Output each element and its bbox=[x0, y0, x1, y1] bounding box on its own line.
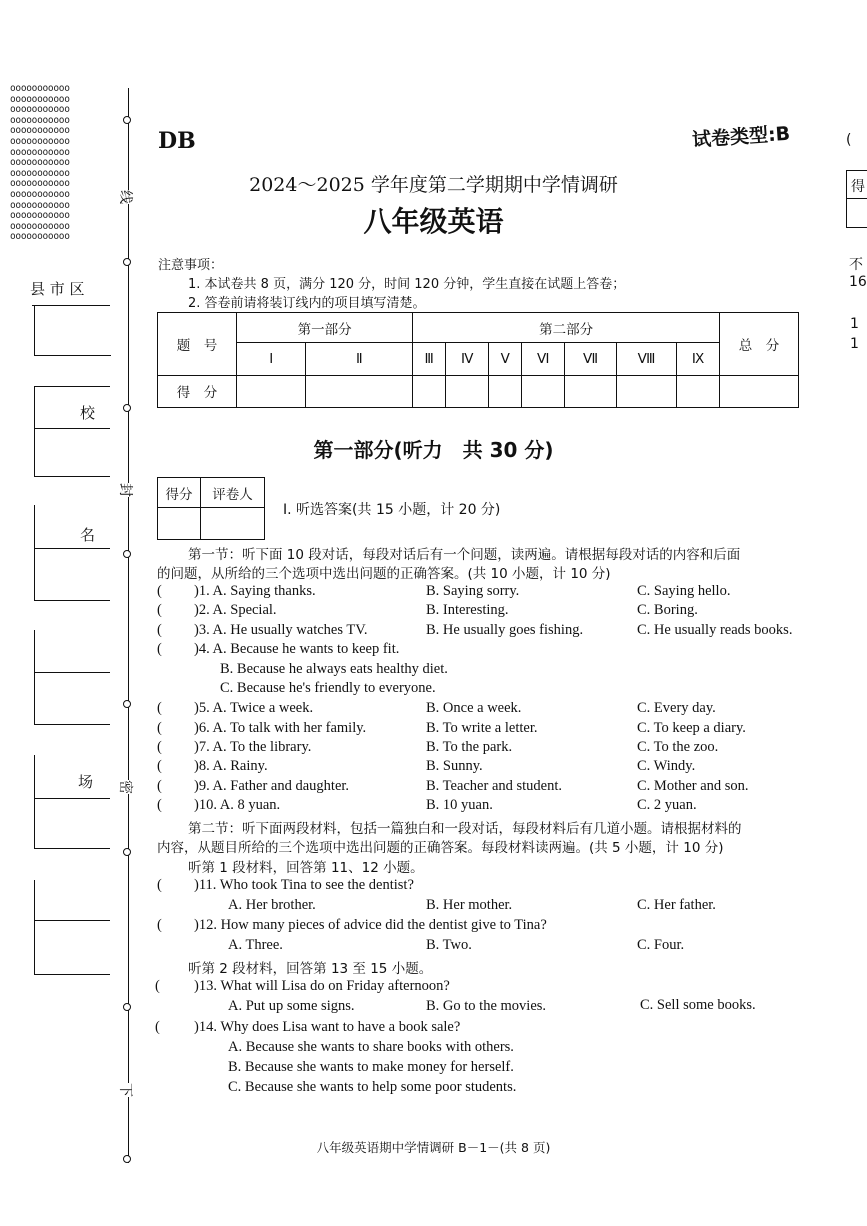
q14-option-a: A. Because she wants to share books with others. bbox=[228, 1039, 514, 1055]
section2-intro: 第二节：听下面两段材料，包括一篇独白和一段对话，每段材料后有几道小题。请根据材料的 bbox=[188, 821, 742, 837]
divider bbox=[34, 505, 35, 600]
q14-option-b: B. Because she wants to make money for herself. bbox=[228, 1059, 514, 1075]
question-7-option-b: B. To the park. bbox=[426, 739, 513, 755]
question-2-option-a: )2. A. Special. bbox=[194, 602, 277, 618]
col-2: Ⅱ bbox=[306, 343, 413, 375]
question-7-option-a: )7. A. To the library. bbox=[194, 739, 312, 755]
q11-option-c: C. Her father. bbox=[637, 897, 716, 913]
binding-char-secret: 密 bbox=[114, 780, 138, 794]
col-1: Ⅰ bbox=[237, 343, 306, 375]
divider bbox=[34, 428, 110, 429]
binding-circle bbox=[123, 550, 131, 558]
section2-intro-cont: 内容，从题目所给的三个选项中选出问题的正确答案。每段材料读两遍。(共 5 小题，计 10 分) bbox=[157, 840, 724, 856]
divider bbox=[34, 920, 110, 921]
col-7: Ⅶ bbox=[565, 343, 617, 375]
question-9-option-b: B. Teacher and student. bbox=[426, 778, 563, 794]
question-5-option-a: )5. A. Twice a week. bbox=[194, 700, 314, 716]
score-cell[interactable] bbox=[522, 375, 565, 407]
question-3-option-b: B. He usually goes fishing. bbox=[426, 622, 584, 638]
divider bbox=[34, 548, 110, 549]
exam-title: 2024～2025 学年度第二学期期中学情调研 bbox=[249, 174, 618, 196]
score-cell[interactable] bbox=[413, 375, 446, 407]
col-8: Ⅷ bbox=[616, 343, 676, 375]
section1-intro: 第一节：听下面 10 段对话，每段对话后有一个问题，读两遍。请根据每段对话的内容和后面 bbox=[188, 547, 741, 563]
binding-circle bbox=[123, 700, 131, 708]
question-2-option-c: C. Boring. bbox=[637, 602, 698, 618]
divider bbox=[34, 798, 110, 799]
next-page-fragment: 不 bbox=[849, 257, 863, 273]
question-number-header: 题 号 bbox=[158, 313, 237, 376]
answer-paren[interactable]: ( bbox=[157, 583, 162, 599]
question-4-option-c: C. Because he's friendly to everyone. bbox=[220, 680, 436, 696]
score-cell[interactable] bbox=[677, 375, 720, 407]
question-4-option-a: )4. A. Because he wants to keep fit. bbox=[194, 641, 400, 657]
question-7-option-c: C. To the zoo. bbox=[637, 739, 719, 755]
divider bbox=[846, 198, 867, 199]
answer-paren[interactable]: ( bbox=[157, 641, 162, 657]
next-page-fragment: 1 bbox=[850, 336, 859, 352]
q11-option-b: B. Her mother. bbox=[426, 897, 513, 913]
question-10-option-b: B. 10 yuan. bbox=[426, 797, 493, 813]
question-3-option-c: C. He usually reads books. bbox=[637, 622, 793, 638]
question-1-option-b: B. Saying sorry. bbox=[426, 583, 520, 599]
next-page-fragment: 得 bbox=[851, 179, 865, 195]
question-14: )14. Why does Lisa want to have a book sale? bbox=[194, 1019, 461, 1035]
next-page-fragment: 1 bbox=[850, 316, 859, 332]
score-cell[interactable] bbox=[489, 375, 522, 407]
score-cell[interactable] bbox=[446, 375, 489, 407]
part1-header: 第一部分 bbox=[237, 313, 413, 343]
q14-option-c: C. Because she wants to help some poor students. bbox=[228, 1079, 517, 1095]
question-1-option-c: C. Saying hello. bbox=[637, 583, 731, 599]
q11-option-a: A. Her brother. bbox=[228, 897, 316, 913]
part1-title: 第一部分(听力 共 30 分) bbox=[313, 438, 554, 462]
divider bbox=[34, 880, 35, 975]
school-field[interactable] bbox=[34, 476, 110, 477]
question-6-option-a: )6. A. To talk with her family. bbox=[194, 720, 367, 736]
binding-char-seal: 封 bbox=[114, 483, 138, 497]
question-5-option-c: C. Every day. bbox=[637, 700, 716, 716]
question-13: )13. What will Lisa do on Friday afternoon? bbox=[194, 978, 450, 994]
question-11: )11. Who took Tina to see the dentist? bbox=[194, 877, 414, 893]
question-1-option-a: )1. A. Saying thanks. bbox=[194, 583, 316, 599]
score-cell[interactable] bbox=[306, 375, 413, 407]
next-page-fragment: 16 bbox=[849, 274, 867, 290]
question-9-option-c: C. Mother and son. bbox=[637, 778, 749, 794]
score-cell[interactable] bbox=[565, 375, 617, 407]
grader-name-cell[interactable] bbox=[201, 508, 265, 540]
question-5-option-b: B. Once a week. bbox=[426, 700, 522, 716]
question-8-option-c: C. Windy. bbox=[637, 758, 696, 774]
question-10-option-a: )10. A. 8 yuan. bbox=[194, 797, 281, 813]
name-label: 名 bbox=[80, 526, 96, 544]
answer-paren[interactable]: ( bbox=[157, 739, 162, 755]
binding-line bbox=[128, 88, 130, 1163]
county-field[interactable] bbox=[34, 305, 111, 356]
page-footer: 八年级英语期中学情调研 B－1－(共 8 页) bbox=[316, 1140, 551, 1155]
section1-intro-cont: 的问题，从所给的三个选项中选出问题的正确答案。(共 10 小题，计 10 分) bbox=[157, 566, 611, 582]
col-6: Ⅵ bbox=[522, 343, 565, 375]
answer-paren[interactable]: ( bbox=[157, 602, 162, 618]
paper-code: DB bbox=[158, 128, 196, 154]
material1-instruction: 听第 1 段材料，回答第 11、12 小题。 bbox=[188, 860, 424, 876]
question-12: )12. How many pieces of advice did the dentist give to Tina? bbox=[194, 917, 547, 933]
answer-paren[interactable]: ( bbox=[157, 720, 162, 736]
score-cell[interactable] bbox=[237, 375, 306, 407]
question-10-option-c: C. 2 yuan. bbox=[637, 797, 697, 813]
answer-paren[interactable]: ( bbox=[157, 877, 162, 893]
q13-option-c: C. Sell some books. bbox=[640, 997, 756, 1013]
total-score-cell[interactable] bbox=[720, 375, 799, 407]
answer-paren[interactable]: ( bbox=[155, 1019, 160, 1035]
subject-title: 八年级英语 bbox=[363, 205, 504, 238]
exam-room-field[interactable] bbox=[34, 848, 110, 849]
grader-score-cell[interactable] bbox=[158, 508, 201, 540]
score-table bbox=[157, 312, 799, 408]
grader-table bbox=[157, 477, 265, 540]
col-9: Ⅸ bbox=[677, 343, 720, 375]
question-6-option-c: C. To keep a diary. bbox=[637, 720, 746, 736]
binding-char-line: 线 bbox=[114, 190, 138, 204]
notice-item-2: 2. 答卷前请将装订线内的项目填写清楚。 bbox=[188, 296, 426, 311]
question-6-option-b: B. To write a letter. bbox=[426, 720, 538, 736]
col-3: Ⅲ bbox=[413, 343, 446, 375]
q12-option-a: A. Three. bbox=[228, 937, 283, 953]
divider bbox=[34, 386, 110, 387]
material2-instruction: 听第 2 段材料，回答第 13 至 15 小题。 bbox=[188, 961, 433, 977]
answer-paren[interactable]: ( bbox=[157, 778, 162, 794]
next-page-fragment: ( bbox=[846, 132, 852, 148]
q12-option-c: C. Four. bbox=[637, 937, 685, 953]
q13-option-a: A. Put up some signs. bbox=[228, 998, 355, 1014]
total-header: 总 分 bbox=[720, 313, 799, 376]
answer-paren[interactable]: ( bbox=[157, 797, 162, 813]
paper-type: 试卷类型:B bbox=[691, 122, 791, 152]
seat-field[interactable] bbox=[34, 974, 110, 975]
grader-score-label: 得分 bbox=[158, 478, 201, 508]
binding-circle bbox=[123, 1155, 131, 1163]
answer-paren[interactable]: ( bbox=[157, 700, 162, 716]
name-field[interactable] bbox=[34, 600, 110, 601]
binding-circle bbox=[123, 404, 131, 412]
class-field[interactable] bbox=[34, 724, 110, 725]
q13-option-b: B. Go to the movies. bbox=[426, 998, 547, 1014]
section1-title: Ⅰ. 听选答案(共 15 小题，计 20 分) bbox=[283, 502, 501, 518]
col-5: Ⅴ bbox=[489, 343, 522, 375]
answer-paren[interactable]: ( bbox=[157, 622, 162, 638]
answer-paren[interactable]: ( bbox=[157, 917, 162, 933]
binding-char-down: 下 bbox=[114, 1083, 138, 1097]
score-cell[interactable] bbox=[616, 375, 676, 407]
county-label: 县 市 区 bbox=[30, 280, 85, 298]
question-8-option-b: B. Sunny. bbox=[426, 758, 483, 774]
binding-circle bbox=[123, 116, 131, 124]
question-3-option-a: )3. A. He usually watches TV. bbox=[194, 622, 368, 638]
question-8-option-a: )8. A. Rainy. bbox=[194, 758, 268, 774]
answer-paren[interactable]: ( bbox=[155, 978, 160, 994]
exam-room-label: 场 bbox=[78, 773, 94, 791]
perforation-dots: ooooooooooo ooooooooooo ooooooooooo ooooooooooo ooooooooooo ooooooooooo ooooooooooo ooooooooooo ooooooooooo ooooooooooo ooooooooooo ooooooooooo ooooooooooo ooooooooooo ooooooooooo bbox=[10, 84, 70, 243]
divider bbox=[34, 630, 35, 725]
divider bbox=[34, 672, 110, 673]
col-4: Ⅳ bbox=[446, 343, 489, 375]
notice-heading: 注意事项： bbox=[158, 258, 224, 273]
part2-header: 第二部分 bbox=[413, 313, 720, 343]
school-label: 校 bbox=[80, 404, 96, 422]
next-page-box bbox=[846, 170, 867, 228]
notice-item-1: 1. 本试卷共 8 页，满分 120 分，时间 120 分钟，学生直接在试题上答卷； bbox=[188, 277, 626, 292]
binding-circle bbox=[123, 258, 131, 266]
binding-circle bbox=[123, 1003, 131, 1011]
q12-option-b: B. Two. bbox=[426, 937, 472, 953]
question-9-option-a: )9. A. Father and daughter. bbox=[194, 778, 350, 794]
question-2-option-b: B. Interesting. bbox=[426, 602, 509, 618]
answer-paren[interactable]: ( bbox=[157, 758, 162, 774]
divider bbox=[34, 755, 35, 848]
grader-label: 评卷人 bbox=[201, 478, 265, 508]
question-4-option-b: B. Because he always eats healthy diet. bbox=[220, 661, 448, 677]
binding-circle bbox=[123, 848, 131, 856]
score-row-label: 得 分 bbox=[158, 375, 237, 407]
